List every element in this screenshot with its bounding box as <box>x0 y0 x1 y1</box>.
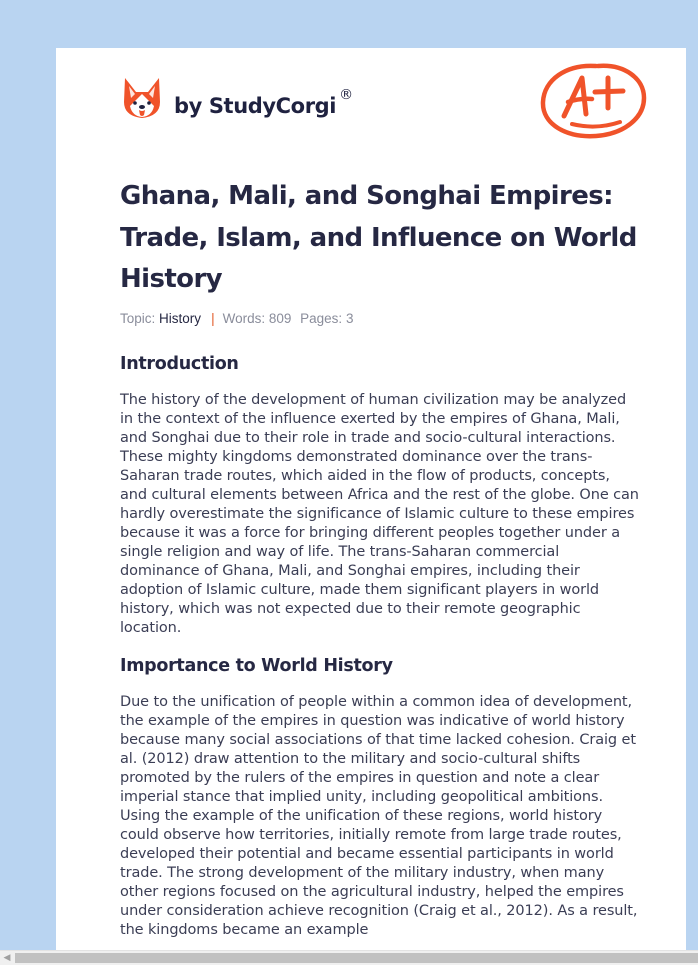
pages-label: Pages: <box>300 311 343 326</box>
section-heading-importance: Importance to World History <box>120 656 393 676</box>
corgi-head-icon <box>122 76 162 120</box>
pages-count: 3 <box>345 311 354 326</box>
studycorgi-logo[interactable] <box>122 76 353 120</box>
article-meta <box>120 311 353 326</box>
horizontal-scrollbar[interactable] <box>0 950 698 965</box>
scroll-left-arrow-icon[interactable]: ◀ <box>3 953 11 963</box>
article-title: Ghana, Mali, and Songhai Empires: Trade, Islam, and Influence on World History <box>120 181 637 294</box>
topic-label: Topic: <box>120 311 156 326</box>
topic-link[interactable]: History <box>159 311 202 326</box>
section-body-introduction: The history of the development of human civilization may be analyzed in the context of the influence exerted by the empires of Ghana, Mali, and Songhai due to their role in trade and socio-cultural interactions. These mighty kingdoms demonstrated dominance over the trans-Saharan trade routes, which aided in the flow of products, concepts, and cultural elements between Africa and the rest of the globe. One can hardly overestimate the significance of Islamic culture to these empires because it was a force for bringing different peoples together under a single religion and way of life. The trans-Saharan commercial dominance of Ghana, Mali, and Songhai empires, including their adoption of Islamic culture, made them significant players in world history, which was not expected due to their remote geographic location. <box>120 392 639 636</box>
words-label: Words: <box>222 311 266 326</box>
section-heading-introduction: Introduction <box>120 354 239 374</box>
a-plus-grade-icon <box>538 58 648 140</box>
brand-name: by StudyCorgi ® <box>174 87 353 118</box>
words-count: 809 <box>268 311 292 326</box>
page-card <box>56 48 686 952</box>
section-body-importance: Due to the unification of people within a common idea of development, the example of the empires in question was indicative of world history because many social associations of that time lacked cohesion. Craig et al. (2012) draw attention to the military and socio-cultural shifts promoted by the rulers of the empires in question and note a clear imperial stance that implied unity, including geopolitical ambitions. Using the example of the unification of these regions, world history could observe how territories, initially remote from large trade routes, developed their potential and became essential participants in world trade. The strong development of the military industry, when many other regions focused on the agricultural industry, helped the empires under consideration achieve recognition (Craig et al., 2012). As a result, the kingdoms became an example <box>120 694 638 938</box>
registered-mark: ® <box>339 87 353 103</box>
meta-separator: | <box>211 311 215 326</box>
scroll-thumb[interactable] <box>15 953 698 963</box>
